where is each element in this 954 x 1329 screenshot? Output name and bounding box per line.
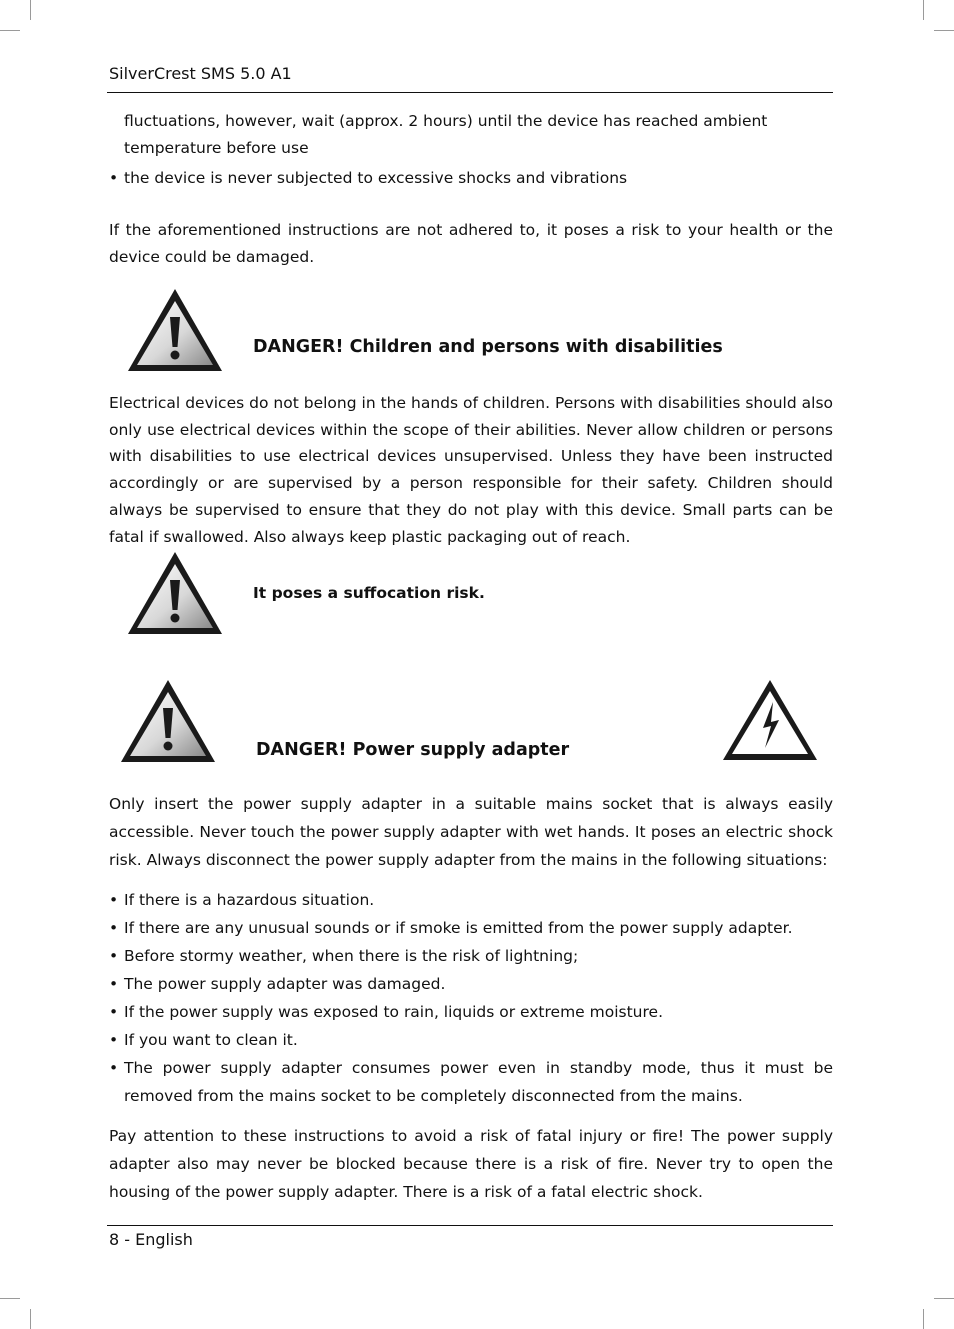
list-item-text: If you want to clean it. bbox=[124, 1031, 298, 1049]
list-item-text: the device is never subjected to excessive shocks and vibrations bbox=[124, 169, 628, 187]
bullet-icon: • bbox=[109, 1031, 119, 1049]
power-paragraph: Only insert the power supply adapter in a suitable mains socket that is always easily accessible. Never touch the power supply adapter with wet hands. It poses an electric shock risk. Always disconnect the power supply adapter from the mains in the following situations: bbox=[109, 795, 833, 869]
warning-exclamation-icon bbox=[126, 287, 224, 373]
bullet-icon: • bbox=[109, 891, 119, 909]
footer-rule bbox=[107, 1225, 833, 1226]
intro-paragraph: If the aforementioned instructions are not adhered to, it poses a risk to your health or the device could be damaged. bbox=[109, 221, 833, 266]
crop-mark bbox=[923, 0, 924, 20]
bullet-icon: • bbox=[109, 1059, 119, 1077]
list-item-text: If there is a hazardous situation. bbox=[124, 891, 375, 909]
list-item-text: Before stormy weather, when there is the risk of lightning; bbox=[124, 947, 579, 965]
crop-mark bbox=[923, 1309, 924, 1329]
suffocation-warning: It poses a suffocation risk. bbox=[253, 584, 485, 602]
bullet-icon: • bbox=[109, 975, 119, 993]
list-item-text: If there are any unusual sounds or if smoke is emitted from the power supply adapter. bbox=[124, 919, 793, 937]
electric-shock-warning-icon bbox=[721, 678, 819, 762]
list-item bbox=[109, 886, 833, 914]
closing-paragraph: Pay attention to these instructions to avoid a risk of fatal injury or fire! The power supply adapter also may never be blocked because there is a risk of fire. Never try to open the housing of the power supply adapter. There is a risk of a fatal electric shock. bbox=[109, 1127, 833, 1201]
intro-bullet-list bbox=[109, 164, 833, 192]
warning-exclamation-icon bbox=[126, 550, 224, 636]
crop-mark bbox=[934, 30, 954, 31]
header-rule bbox=[107, 92, 833, 93]
bullet-icon: • bbox=[109, 947, 119, 965]
crop-mark bbox=[30, 0, 31, 20]
power-bullet-list bbox=[109, 886, 833, 1110]
list-item bbox=[109, 942, 833, 970]
section-heading-children: DANGER! Children and persons with disabilities bbox=[253, 337, 723, 357]
list-item-text: The power supply adapter consumes power even in standby mode, thus it must be removed from the mains socket to be completely disconnected from the mains. bbox=[124, 1059, 833, 1105]
crop-mark bbox=[0, 30, 20, 31]
crop-mark bbox=[0, 1298, 20, 1299]
list-item bbox=[109, 1054, 833, 1110]
crop-mark bbox=[30, 1309, 31, 1329]
bullet-icon: • bbox=[109, 1003, 119, 1021]
list-item-text: If the power supply was exposed to rain, liquids or extreme moisture. bbox=[124, 1003, 664, 1021]
list-item bbox=[109, 164, 833, 192]
page-number: 8 - English bbox=[109, 1230, 193, 1249]
children-paragraph: Electrical devices do not belong in the hands of children. Persons with disabilities should also only use electrical devices within the scope of their abilities. Never allow children or persons with disabilities to use electrical devices unsupervised. Unless they have been instructed accordingly or are supervised by a person responsible for their safety. Children should always be supervised to ensure that they do not play with this device. Small parts can be fatal if swallowed. Also always keep plastic packaging out of reach. bbox=[109, 394, 833, 546]
list-item bbox=[109, 914, 833, 942]
continued-text: fluctuations, however, wait (approx. 2 hours) until the device has reached ambient temperature before use bbox=[124, 112, 768, 157]
list-item-text: The power supply adapter was damaged. bbox=[124, 975, 446, 993]
crop-mark bbox=[934, 1298, 954, 1299]
list-item bbox=[109, 970, 833, 998]
warning-exclamation-icon bbox=[119, 678, 217, 764]
section-heading-power: DANGER! Power supply adapter bbox=[256, 740, 570, 760]
page-header-title: SilverCrest SMS 5.0 A1 bbox=[109, 64, 292, 83]
bullet-icon: • bbox=[109, 169, 119, 187]
list-item bbox=[109, 998, 833, 1026]
bullet-icon: • bbox=[109, 919, 119, 937]
list-item bbox=[109, 1026, 833, 1054]
